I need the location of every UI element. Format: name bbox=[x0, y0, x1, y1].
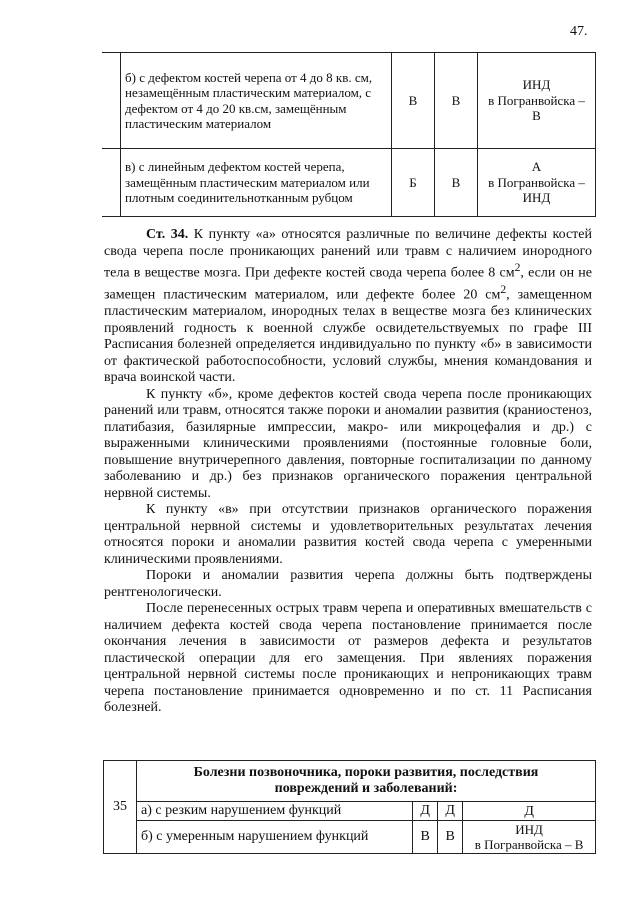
page-number: 47. bbox=[570, 24, 588, 39]
superscript: 2 bbox=[514, 261, 521, 274]
paragraph bbox=[104, 227, 592, 387]
table-cell-category-3: Д bbox=[463, 802, 596, 821]
cell-line: в Погранвойска – bbox=[488, 174, 585, 190]
paragraph-text: , замещенном пластическим материалом, инородных телах в веществе мозга без клинических проявлений годность к военной службе освидетельствуемых по графе III Расписания болезней определяется индивидуально по пункту «б» в зависимости от фактической работоспособности, условий службы, мнения командования и врача воинской части. bbox=[104, 287, 592, 386]
table-cell-category-1: Б bbox=[392, 149, 435, 217]
article-number-cell: 35 bbox=[104, 761, 137, 854]
table-heading bbox=[137, 761, 596, 802]
cell-line: ИНД bbox=[522, 77, 551, 93]
table-cell-category-3 bbox=[478, 53, 596, 149]
category-table-article-35 bbox=[103, 760, 596, 854]
paragraph: К пункту «в» при отсутствии признаков органического поражения центральной нервной системы и удовлетворительных результатах лечения относятся пороки и аномалии развития костей свода черепа с умеренными клиническими проявлениями. bbox=[104, 502, 592, 567]
cell-line: В bbox=[532, 108, 541, 124]
paragraph-text: , если он не замещен пластическим материалом, или дефекте более 20 см bbox=[104, 265, 592, 303]
cell-line: ИНД bbox=[515, 822, 543, 837]
cell-line: А bbox=[531, 159, 542, 175]
table-cell-category-2: В bbox=[435, 149, 478, 217]
table-row bbox=[104, 761, 596, 802]
table-cell-description: б) с дефектом костей черепа от 4 до 8 кв. см, незамещённым пластическим материалом, с дефектом от 4 до 20 кв.см, замещённым пластическим материалом bbox=[121, 53, 392, 149]
table-row bbox=[104, 802, 596, 821]
cell-line: в Погранвойска – bbox=[488, 92, 585, 108]
table-cell-category-3 bbox=[463, 821, 596, 854]
table-cell-category-1: Д bbox=[413, 802, 438, 821]
table-cell-category-3 bbox=[478, 149, 596, 217]
category-table-article-34 bbox=[102, 52, 596, 217]
heading-line: повреждений и заболеваний: bbox=[274, 781, 458, 796]
paragraph: Пороки и аномалии развития черепа должны быть подтверждены рентгенологически. bbox=[104, 568, 592, 600]
cell-line: в Погранвойска – В bbox=[474, 837, 584, 852]
table-cell-category-2: В bbox=[438, 821, 463, 854]
table-row bbox=[102, 53, 596, 149]
table-cell-description: б) с умеренным нарушением функций bbox=[137, 821, 413, 854]
table-cell-description: в) с линейным дефектом костей черепа, замещённым пластическим материалом или плотным соединительнотканным рубцом bbox=[121, 149, 392, 217]
paragraph: После перенесенных острых травм черепа и оперативных вмешательств с наличием дефекта костей свода черепа постановление принимается после окончания лечения в зависимости от размеров дефекта и результатов пластической операции для его замещения. При явлениях поражения центральной нервной системы после проникающих и непроникающих травм черепа постановление принимается одновременно и по ст. 11 Расписания болезней. bbox=[104, 601, 592, 716]
table-cell-category-1: В bbox=[392, 53, 435, 149]
table-cell-category-2: Д bbox=[438, 802, 463, 821]
table-cell-category-1: В bbox=[413, 821, 438, 854]
superscript: 2 bbox=[500, 283, 507, 297]
article-label: Ст. 34. bbox=[146, 227, 189, 242]
paragraph-text: К пункту «а» относятся различные по величине дефекты костей свода черепа после проникающих ранений или травм с наличием инородного тела в веществе мозга. При дефекте костей свода черепа более 8 см bbox=[104, 227, 593, 281]
table-row bbox=[104, 821, 596, 854]
table-row bbox=[102, 149, 596, 217]
cell-line: ИНД bbox=[522, 190, 551, 206]
table-cell-empty bbox=[102, 149, 121, 217]
article-body bbox=[104, 227, 592, 717]
table-cell-empty bbox=[102, 53, 121, 149]
paragraph: К пункту «б», кроме дефектов костей свода черепа после проникающих ранений или травм, относятся также пороки и аномалии развития (краниостеноз, платибазия, базилярные импрессии, макро- или микроцефалия и др.) с выраженными клиническими проявлениями (постоянные головные боли, повышение внутричерепного давления, повторные госпитализации по данному заболеванию и др.) без признаков органического поражения центральной нервной системы. bbox=[104, 386, 592, 501]
table-cell-description: а) с резким нарушением функций bbox=[137, 802, 413, 821]
heading-line: Болезни позвоночника, пороки развития, последствия bbox=[193, 765, 539, 780]
table-cell-category-2: В bbox=[435, 53, 478, 149]
